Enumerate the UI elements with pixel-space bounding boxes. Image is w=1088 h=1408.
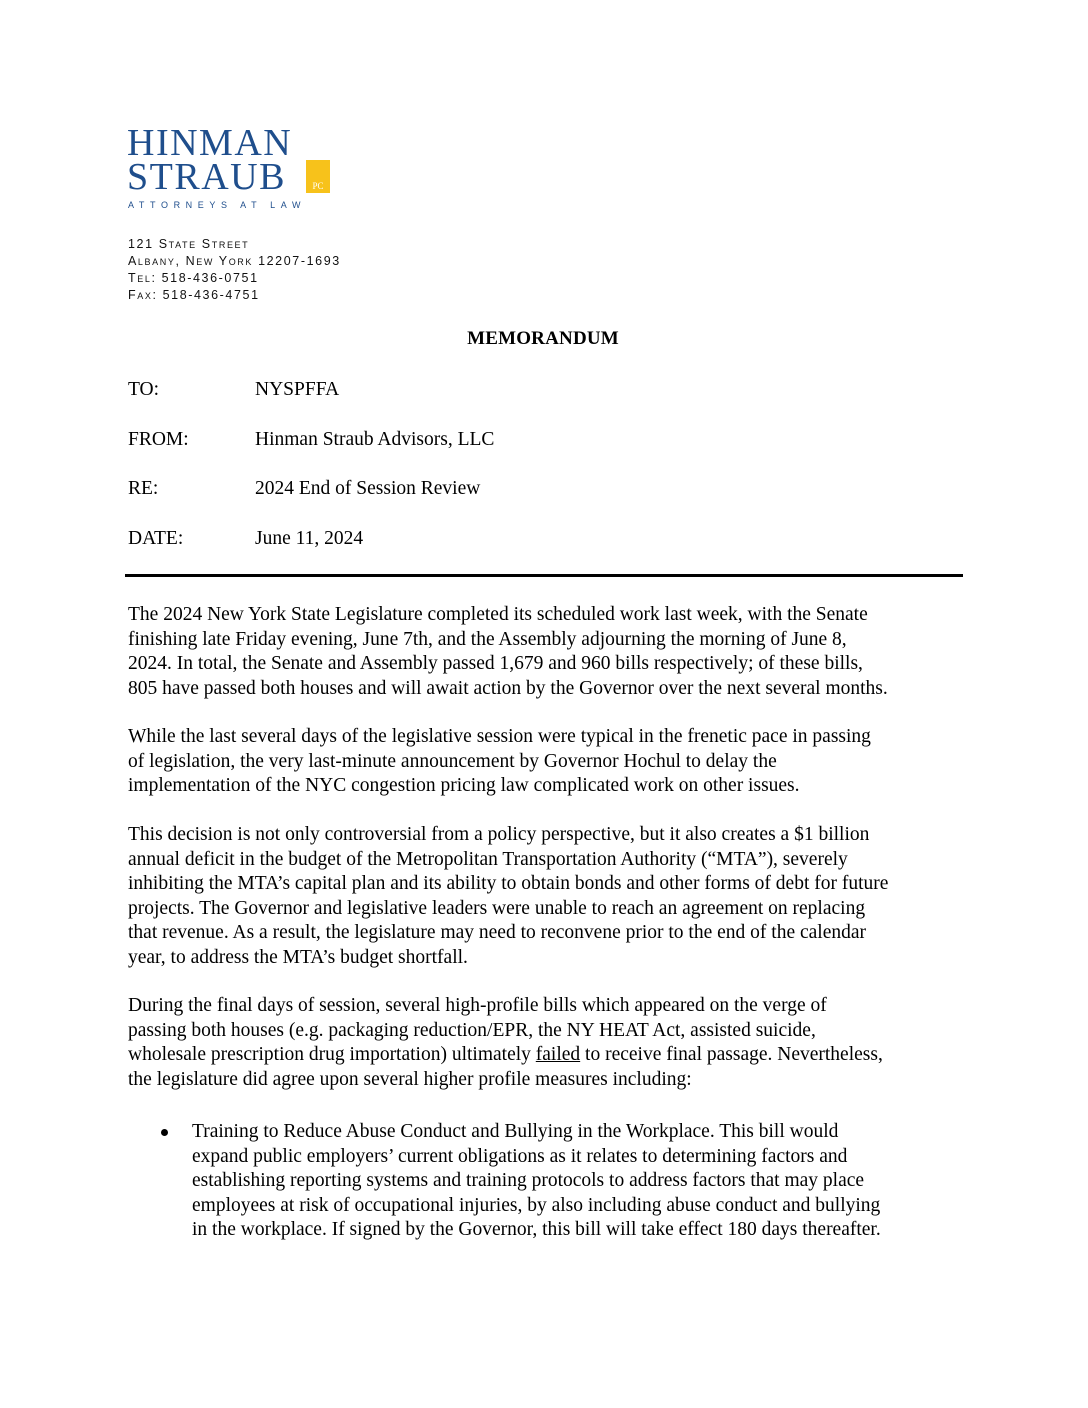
text-line: of legislation, the very last-minute announcement by Governor Hochul to delay the [128,750,777,772]
text-line: inhibiting the MTA’s capital plan and its ability to obtain bonds and other forms of debt for future [128,873,889,894]
address-fax: Fax: 518-436-4751 [128,288,260,302]
text-line: establishing reporting systems and training protocols to address factors that may place [192,1170,865,1191]
text-line: Training to Reduce Abuse Conduct and Bullying in the Workplace. This bill would [192,1121,839,1142]
text-line: that revenue. As a result, the legislature may need to reconvene prior to the end of the calendar [128,922,867,943]
memo-field-label: FROM: [128,428,189,450]
firm-logo [127,124,337,214]
text-line: the legislature did agree upon several higher profile measures including: [128,1068,692,1090]
logo-straub-text: STRAUB [127,156,286,198]
text-line: expand public employers’ current obligations as it relates to determining factors and [192,1145,848,1167]
text-line: During the final days of session, several high-profile bills which appeared on the verge of [128,995,827,1016]
measures-bullet-list [128,1120,968,1243]
memo-field-label: TO: [128,379,160,400]
memo-field-value: June 11, 2024 [255,527,364,549]
text-line: year, to address the MTA’s budget shortfall. [128,946,468,968]
address-city: Albany, New York 12207-1693 [128,254,341,268]
text-segment: wholesale prescription drug importation) ultimately [128,1044,531,1065]
memo-field-value: NYSPFFA [255,379,340,400]
text-line: annual deficit in the budget of the Metropolitan Transportation Authority (“MTA”), severely [128,848,848,870]
header-divider [125,574,963,577]
text-line: This decision is not only controversial from a policy perspective, but it also creates a $1 billion [128,824,870,845]
body-paragraph-1 [128,603,968,701]
address-street: 121 State Street [128,237,250,251]
text-line: in the workplace. If signed by the Governor, this bill will take effect 180 days thereafter. [192,1219,881,1240]
memo-field-label: RE: [128,478,159,499]
body-paragraph-2 [128,725,968,799]
text-line: projects. The Governor and legislative leaders were unable to reach an agreement on replacing [128,897,866,919]
underlined-word-failed: failed [535,1044,581,1065]
logo-tagline: ATTORNEYS AT LAW [128,200,307,210]
firm-address [128,236,341,304]
memo-field-value: Hinman Straub Advisors, LLC [255,428,495,450]
body-paragraph-3 [128,823,968,970]
logo-pc-badge-icon [306,160,330,193]
text-line: passing both houses (e.g. packaging reduction/EPR, the NY HEAT Act, assisted suicide, [128,1019,816,1041]
text-line: The 2024 New York State Legislature completed its scheduled work last week, with the Senate [128,604,868,625]
bullet-icon [161,1129,168,1136]
memo-title [0,328,1088,350]
memo-field-label: DATE: [128,527,184,549]
address-tel: Tel: 518-436-0751 [128,271,259,285]
body-paragraph-4 [128,994,968,1092]
text-line: 2024. In total, the Senate and Assembly passed 1,679 and 960 bills respectively; of these bills, [128,653,863,674]
logo-pc-text: PC [312,181,324,191]
text-line-with-emphasis [128,1043,968,1068]
logo-hinman-text: HINMAN [127,122,293,164]
text-line: implementation of the NYC congestion pricing law complicated work on other issues. [128,775,800,796]
text-line: finishing late Friday evening, June 7th, and the Assembly adjourning the morning of June 8, [128,628,847,650]
memo-field-value: 2024 End of Session Review [255,478,481,499]
text-segment: to receive final passage. Nevertheless, [580,1044,883,1065]
text-line: employees at risk of occupational injuries, by also including abuse conduct and bullying [192,1194,881,1216]
memo-title-text: MEMORANDUM [467,328,619,349]
text-line: 805 have passed both houses and will await action by the Governor over the next several months. [128,677,888,699]
bullet-item-training-abuse-bullying [128,1120,968,1243]
text-line: While the last several days of the legislative session were typical in the frenetic pace in passing [128,726,871,747]
